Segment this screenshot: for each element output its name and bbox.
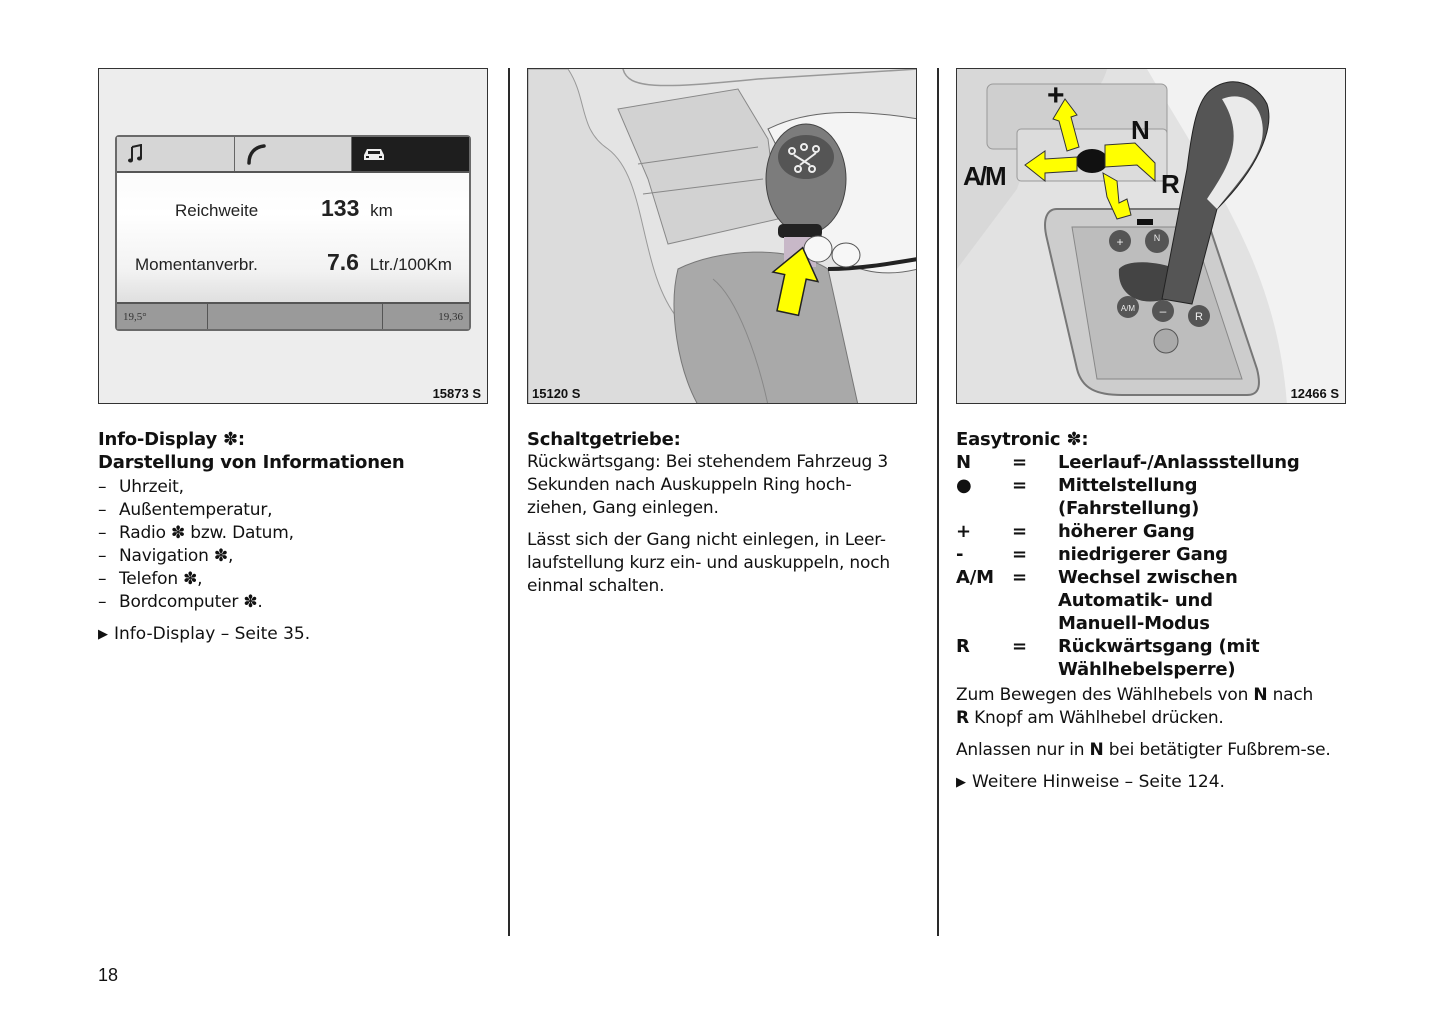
car-icon xyxy=(362,145,386,163)
info-items-list xyxy=(98,476,490,614)
music-note-icon xyxy=(127,144,145,164)
paragraph: Lässt sich der Gang nicht einlegen, in Leer-laufstellung kurz ein- und auskuppeln, noch einmal schalten. xyxy=(527,530,890,596)
legend-row: A/M = Wechsel zwischen Automatik- und Manuell-Modus xyxy=(956,567,1238,634)
list-item: – Außentemperatur, xyxy=(98,499,490,522)
status-middle xyxy=(208,304,383,329)
tab-vehicle xyxy=(352,137,469,171)
svg-text:A/M: A/M xyxy=(1120,304,1136,313)
display-row-range-value xyxy=(321,195,393,222)
column-divider-1 xyxy=(508,68,510,936)
section-heading: Easytronic ✽: xyxy=(956,429,1089,450)
svg-text:N: N xyxy=(1153,233,1161,243)
page-reference[interactable] xyxy=(956,771,1348,795)
display-row-consumption xyxy=(135,255,258,275)
display-row-range xyxy=(175,201,258,221)
column-manual-transmission xyxy=(527,68,919,598)
section-heading: Schaltgetriebe: xyxy=(527,429,681,450)
column-divider-2 xyxy=(937,68,939,936)
column-info-display xyxy=(98,68,490,647)
info-display-screen xyxy=(115,135,471,331)
range-label: Reichweite xyxy=(175,201,259,220)
page-number: 18 xyxy=(98,965,119,985)
list-item: – Telefon ✽, xyxy=(98,568,490,591)
figure-manual-gear-knob xyxy=(527,68,917,404)
svg-text:–: – xyxy=(1159,304,1167,318)
figure-code: 15120 S xyxy=(532,386,581,401)
label-am: A/M xyxy=(963,161,1005,191)
range-unit: km xyxy=(370,201,393,220)
selector-lever-illustration xyxy=(957,69,1346,404)
clock-time: 19,36 xyxy=(438,310,463,323)
display-tabs xyxy=(117,137,469,173)
heading-line-1: Info-Display ✽: xyxy=(98,429,245,450)
paragraph: Rückwärtsgang: Bei stehendem Fahrzeug 3 Sekunden nach Auskuppeln Ring hoch-ziehen, Gang einlegen. xyxy=(527,452,888,518)
tab-phone xyxy=(235,137,353,171)
page-reference[interactable] xyxy=(98,623,490,647)
gear-knob-illustration xyxy=(528,69,917,404)
label-minus xyxy=(1137,219,1153,225)
figure-code: 12466 S xyxy=(1290,386,1339,401)
list-item: – Uhrzeit, xyxy=(98,476,490,499)
triangle-pointer-icon: ▶ xyxy=(956,775,966,790)
label-r: R xyxy=(1161,169,1180,199)
list-item: – Radio ✽ bzw. Datum, xyxy=(98,522,490,545)
reference-text: Weitere Hinweise – Seite 124. xyxy=(972,772,1225,792)
triangle-pointer-icon: ▶ xyxy=(98,627,108,642)
column-easytronic xyxy=(956,68,1348,795)
figure-code: 15873 S xyxy=(432,386,481,401)
legend-row: N = Leerlauf-/Anlassstellung xyxy=(956,452,1300,473)
label-n: N xyxy=(1131,115,1150,145)
paragraph: Zum Bewegen des Wählhebels von N nach R Knopf am Wählhebel drücken. xyxy=(956,685,1314,728)
svg-text:+: + xyxy=(1116,235,1124,249)
paragraph: Anlassen nur in N bei betätigter Fußbrem-se. xyxy=(956,740,1331,760)
phone-handset-icon xyxy=(245,143,267,165)
range-value: 133 xyxy=(321,195,360,221)
display-row-consumption-value xyxy=(327,249,452,276)
outside-temperature: 19,5° xyxy=(117,304,208,329)
easytronic-legend xyxy=(956,451,1300,681)
figure-info-display xyxy=(98,68,488,404)
legend-row: - = niedrigerer Gang xyxy=(956,544,1228,565)
svg-text:R: R xyxy=(1195,311,1203,323)
consumption-label: Momentanverbr. xyxy=(135,255,258,274)
reference-text: Info-Display – Seite 35. xyxy=(114,624,311,644)
heading-line-2: Darstellung von Informationen xyxy=(98,452,405,473)
consumption-unit: Ltr./100Km xyxy=(369,255,452,274)
display-status-bar xyxy=(117,302,469,329)
label-plus: + xyxy=(1047,79,1065,112)
legend-row: + = höherer Gang xyxy=(956,521,1195,542)
figure-easytronic-selector xyxy=(956,68,1346,404)
legend-row: R = Rückwärtsgang (mit Wählhebelsperre) xyxy=(956,636,1260,680)
list-item: – Bordcomputer ✽. xyxy=(98,591,490,614)
consumption-value: 7.6 xyxy=(327,249,359,275)
section-heading xyxy=(98,428,490,474)
list-item: – Navigation ✽, xyxy=(98,545,490,568)
legend-row: ● = Mittelstellung (Fahrstellung) xyxy=(956,475,1200,519)
tab-audio xyxy=(117,137,235,171)
